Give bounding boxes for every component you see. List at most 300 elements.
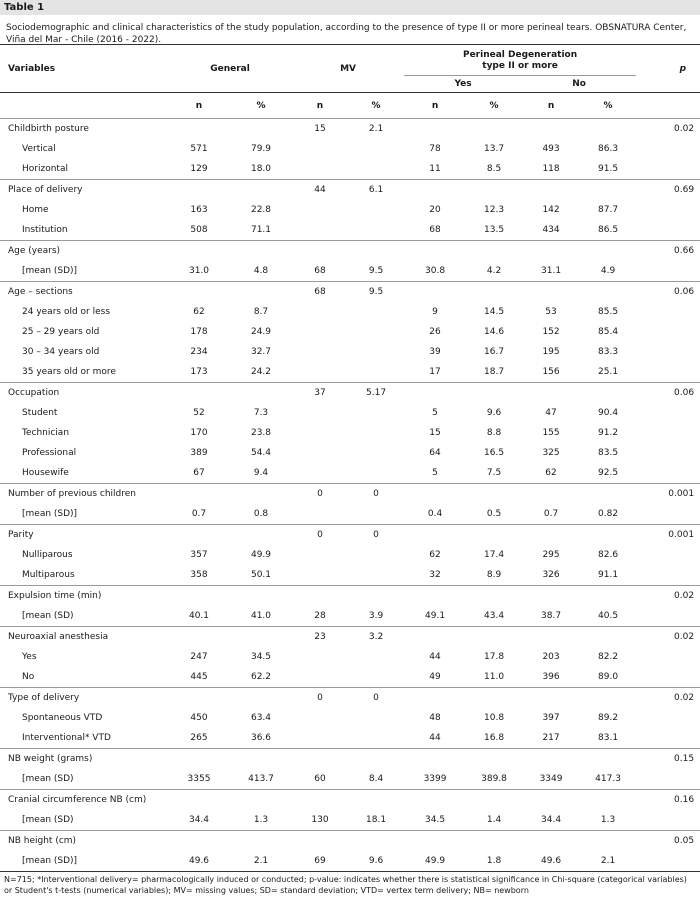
category-label: Spontaneous VTD	[22, 713, 103, 723]
variable-label: NB weight (grams)	[0, 749, 168, 770]
cell-gen-pct: 0.8	[253, 509, 269, 519]
cell-mv-n	[292, 139, 348, 159]
cell-no-n: 31.1	[541, 266, 562, 276]
cell-mv-n	[292, 565, 348, 586]
cell-mv-n	[292, 586, 348, 607]
cell-gen-n: 170	[190, 428, 208, 438]
cell-p-value	[636, 443, 700, 463]
cell-mv-pct	[348, 790, 404, 811]
category-label: Vertical	[22, 144, 56, 154]
cell-p-value: 0.02	[636, 586, 700, 607]
cell-gen-pct: 22.8	[250, 205, 272, 215]
table-row	[0, 403, 700, 423]
table-row	[0, 261, 700, 282]
cell-p-value	[636, 565, 700, 586]
cell-yes-pct: 12.3	[484, 205, 505, 215]
cell-no-n	[522, 749, 580, 770]
cell-gen-pct: 1.3	[253, 815, 269, 825]
cell-mv-pct: 0	[348, 484, 404, 505]
category-label: [mean (SD)	[22, 815, 74, 825]
cell-yes-pct: 1.8	[466, 851, 522, 872]
cell-gen-pct: 50.1	[250, 570, 272, 580]
cell-mv-pct: 18.1	[366, 815, 387, 825]
section-row	[0, 586, 700, 607]
cell-yes-n: 11	[429, 164, 441, 174]
cell-p-value	[636, 200, 700, 220]
cell-yes-pct: 8.5	[486, 164, 502, 174]
cell-gen-pct: 9.4	[253, 468, 269, 478]
cell-mv-n	[292, 403, 348, 423]
cell-gen-pct	[230, 180, 292, 201]
cell-gen-pct: 62.2	[250, 672, 272, 682]
cell-mv-pct	[348, 220, 404, 241]
cell-gen-pct: 54.4	[250, 448, 272, 458]
cell-yes-pct: 16.8	[484, 733, 505, 743]
cell-gen-pct	[230, 627, 292, 648]
section-row	[0, 749, 700, 770]
cell-mv-n	[292, 159, 348, 180]
cell-yes-n: 26	[429, 327, 441, 337]
cell-gen-n: 358	[190, 570, 208, 580]
cell-no-pct: 2.1	[580, 851, 636, 872]
category-label: 35 years old or more	[22, 367, 116, 377]
cell-yes-pct	[466, 282, 522, 303]
cell-yes-n	[404, 831, 466, 852]
cell-no-n	[522, 282, 580, 303]
cell-gen-n	[168, 688, 230, 709]
cell-mv-pct	[348, 342, 404, 362]
cell-gen-pct	[230, 525, 292, 546]
characteristics-table	[0, 44, 700, 872]
cell-yes-n: 62	[429, 550, 441, 560]
category-label: Professional	[22, 448, 77, 458]
cell-yes-pct	[466, 749, 522, 770]
category-label: Yes	[22, 652, 37, 662]
cell-mv-pct: 2.1	[348, 119, 404, 140]
table-label: Table 1	[0, 0, 700, 15]
cell-gen-pct: 41.0	[250, 611, 272, 621]
cell-gen-pct	[230, 119, 292, 140]
cell-yes-n: 5	[432, 468, 438, 478]
cell-mv-n	[292, 790, 348, 811]
cell-mv-n: 28	[314, 611, 326, 621]
table-row	[0, 159, 700, 180]
cell-yes-n	[404, 790, 466, 811]
cell-p-value	[636, 362, 700, 383]
cell-no-n: 118	[542, 164, 560, 174]
cell-no-n: 34.4	[541, 815, 562, 825]
cell-mv-pct	[348, 159, 404, 180]
cell-p-value	[636, 322, 700, 342]
cell-no-pct: 0.82	[598, 509, 619, 519]
cell-mv-pct	[348, 586, 404, 607]
cell-no-pct	[580, 688, 636, 709]
table-row	[0, 769, 700, 790]
cell-p-value	[636, 159, 700, 180]
cell-yes-pct	[466, 525, 522, 546]
cell-gen-pct	[230, 688, 292, 709]
header-gen-pct: %	[230, 93, 292, 119]
category-label: Nulliparous	[22, 550, 73, 560]
cell-p-value	[636, 667, 700, 688]
cell-yes-n	[404, 586, 466, 607]
cell-yes-n: 49.1	[425, 611, 446, 621]
cell-no-pct: 86.5	[598, 225, 619, 235]
category-label: Home	[22, 205, 49, 215]
section-row	[0, 627, 700, 648]
cell-no-pct	[580, 525, 636, 546]
cell-mv-pct	[348, 545, 404, 565]
cell-yes-n: 5	[432, 408, 438, 418]
cell-no-pct: 417.3	[595, 774, 621, 784]
cell-mv-pct	[348, 403, 404, 423]
cell-mv-n	[292, 667, 348, 688]
cell-mv-pct	[348, 667, 404, 688]
cell-yes-pct	[466, 627, 522, 648]
cell-gen-n: 40.1	[188, 611, 210, 621]
cell-yes-n	[404, 749, 466, 770]
cell-no-pct	[580, 241, 636, 262]
cell-gen-n: 247	[190, 652, 208, 662]
cell-gen-pct	[230, 749, 292, 770]
cell-no-n: 217	[542, 733, 560, 743]
cell-no-pct	[580, 119, 636, 140]
cell-no-n	[522, 484, 580, 505]
cell-no-pct	[580, 831, 636, 852]
cell-yes-n	[404, 525, 466, 546]
section-row	[0, 383, 700, 404]
table-row	[0, 139, 700, 159]
cell-gen-pct: 7.3	[253, 408, 269, 418]
cell-no-n	[522, 241, 580, 262]
variable-label: Age (years)	[0, 241, 168, 262]
cell-yes-pct	[466, 790, 522, 811]
cell-gen-pct	[230, 484, 292, 505]
cell-yes-pct: 11.0	[484, 672, 505, 682]
cell-p-value	[636, 708, 700, 728]
cell-no-pct	[580, 484, 636, 505]
cell-no-n: 47	[545, 408, 557, 418]
cell-mv-pct: 0	[348, 688, 404, 709]
cell-no-pct: 90.4	[598, 408, 619, 418]
cell-yes-pct: 389.8	[481, 774, 507, 784]
cell-gen-n: 445	[190, 672, 208, 682]
cell-yes-n: 49	[429, 672, 441, 682]
cell-no-n: 203	[542, 652, 560, 662]
cell-no-n: 195	[542, 347, 560, 357]
cell-gen-pct: 8.7	[253, 307, 269, 317]
cell-yes-n	[404, 484, 466, 505]
section-row	[0, 241, 700, 262]
cell-no-pct: 1.3	[600, 815, 616, 825]
header-mv: MV	[292, 45, 404, 93]
cell-yes-pct: 18.7	[484, 367, 505, 377]
cell-mv-pct: 5.17	[348, 383, 404, 404]
cell-no-pct: 40.5	[598, 611, 619, 621]
cell-gen-n	[168, 790, 230, 811]
cell-gen-n: 265	[190, 733, 208, 743]
cell-p-value	[636, 769, 700, 790]
cell-no-n: 493	[542, 144, 560, 154]
category-label: Technician	[22, 428, 70, 438]
cell-mv-n: 0	[292, 525, 348, 546]
cell-mv-pct	[348, 831, 404, 852]
cell-p-value	[636, 261, 700, 282]
cell-gen-pct: 49.9	[250, 550, 272, 560]
cell-p-value	[636, 545, 700, 565]
variable-label: Parity	[0, 525, 168, 546]
cell-yes-n: 0.4	[427, 509, 443, 519]
variable-label: Place of delivery	[0, 180, 168, 201]
cell-mv-pct	[348, 302, 404, 322]
table-footnote: N=715; *Interventional delivery= pharmacologically induced or conducted; p-value: indicates whether there is statistical significance in Chi-square (categorical variables) or Student's t-tests (numerical variables); MV= missing values; SD= standard deviation; VTD= vertex term delivery; NB= newborn	[4, 875, 687, 895]
table-row	[0, 647, 700, 667]
header-no-n: n	[522, 93, 580, 119]
table-row	[0, 443, 700, 463]
cell-mv-n: 130	[311, 815, 329, 825]
cell-mv-n	[292, 463, 348, 484]
cell-p-value	[636, 504, 700, 525]
cell-no-pct: 85.4	[598, 327, 619, 337]
cell-yes-pct: 8.8	[486, 428, 502, 438]
cell-no-pct: 89.0	[598, 672, 619, 682]
cell-no-n: 156	[542, 367, 560, 377]
category-label: Student	[22, 408, 58, 418]
cell-no-n	[522, 790, 580, 811]
cell-yes-pct: 43.4	[484, 611, 505, 621]
cell-gen-n: 34.4	[188, 815, 210, 825]
cell-no-pct: 83.3	[598, 347, 619, 357]
cell-p-value	[636, 342, 700, 362]
cell-mv-n	[292, 728, 348, 749]
variable-label: Cranial circumference NB (cm)	[0, 790, 168, 811]
cell-yes-pct: 14.6	[484, 327, 505, 337]
table-row	[0, 810, 700, 831]
cell-yes-n	[404, 383, 466, 404]
cell-p-value	[636, 220, 700, 241]
cell-gen-n: 508	[190, 225, 208, 235]
table-row	[0, 362, 700, 383]
cell-mv-pct: 8.4	[368, 774, 384, 784]
cell-yes-pct	[466, 586, 522, 607]
cell-mv-pct: 9.5	[368, 266, 384, 276]
cell-gen-n: 234	[190, 347, 208, 357]
category-label: [mean (SD)	[22, 611, 74, 621]
cell-mv-pct	[348, 565, 404, 586]
cell-gen-n: 357	[190, 550, 208, 560]
cell-gen-n: 389	[190, 448, 208, 458]
cell-p-value	[636, 810, 700, 831]
cell-p-value: 0.05	[636, 831, 700, 852]
cell-no-n: 49.6	[522, 851, 580, 872]
cell-gen-pct: 32.7	[250, 347, 272, 357]
cell-yes-pct	[466, 484, 522, 505]
header-general: General	[168, 45, 292, 93]
cell-yes-pct	[466, 688, 522, 709]
header-p: p	[636, 45, 700, 93]
cell-mv-n	[292, 241, 348, 262]
cell-p-value	[636, 139, 700, 159]
cell-mv-n	[292, 708, 348, 728]
cell-yes-pct: 17.4	[484, 550, 505, 560]
cell-no-n: 53	[545, 307, 557, 317]
table-row	[0, 302, 700, 322]
section-row	[0, 180, 700, 201]
cell-no-n	[522, 627, 580, 648]
category-label: No	[22, 672, 35, 682]
table-row	[0, 728, 700, 749]
cell-no-n	[522, 525, 580, 546]
cell-gen-n	[168, 119, 230, 140]
cell-yes-pct: 7.5	[486, 468, 502, 478]
cell-no-pct: 91.2	[598, 428, 619, 438]
header-row-units	[0, 93, 700, 119]
cell-mv-n: 0	[292, 688, 348, 709]
table-caption: Sociodemographic and clinical characteristics of the study population, according to the presence of type II or more perineal tears. OBSNATURA Center, Viña del Mar - Chile (2016 - 2022).	[6, 23, 687, 45]
cell-no-n: 397	[542, 713, 560, 723]
cell-yes-n: 44	[429, 733, 441, 743]
variable-label: Type of delivery	[0, 688, 168, 709]
cell-yes-pct	[466, 241, 522, 262]
cell-p-value: 0.001	[636, 484, 700, 505]
section-row	[0, 119, 700, 140]
table-row	[0, 667, 700, 688]
cell-gen-n	[168, 282, 230, 303]
cell-gen-pct: 18.0	[250, 164, 272, 174]
cell-gen-n: 31.0	[188, 266, 210, 276]
header-mv-n: n	[292, 93, 348, 119]
header-row-top	[0, 45, 700, 76]
cell-yes-n	[404, 688, 466, 709]
table-row	[0, 545, 700, 565]
cell-mv-pct	[348, 139, 404, 159]
table-row	[0, 708, 700, 728]
cell-yes-pct: 9.6	[486, 408, 502, 418]
cell-gen-n: 0.7	[191, 509, 207, 519]
category-label: Multiparous	[22, 570, 75, 580]
cell-no-n: 326	[542, 570, 560, 580]
cell-mv-pct	[348, 322, 404, 342]
cell-gen-n: 62	[193, 307, 205, 317]
cell-mv-pct: 0	[348, 525, 404, 546]
cell-gen-n	[168, 383, 230, 404]
cell-gen-pct	[230, 383, 292, 404]
cell-mv-n: 44	[292, 180, 348, 201]
cell-mv-pct: 9.6	[348, 851, 404, 872]
table-row	[0, 200, 700, 220]
category-label: Institution	[22, 225, 68, 235]
cell-no-n	[522, 586, 580, 607]
cell-mv-n	[292, 200, 348, 220]
cell-no-n: 3349	[539, 774, 563, 784]
cell-mv-pct: 9.5	[348, 282, 404, 303]
table-row	[0, 423, 700, 443]
cell-yes-pct: 10.8	[484, 713, 505, 723]
cell-mv-n: 15	[292, 119, 348, 140]
cell-gen-pct	[230, 790, 292, 811]
cell-yes-n: 44	[429, 652, 441, 662]
cell-no-pct	[580, 749, 636, 770]
cell-gen-pct: 79.9	[250, 144, 272, 154]
cell-no-n	[522, 688, 580, 709]
cell-yes-n: 30.8	[425, 266, 446, 276]
cell-no-n	[522, 119, 580, 140]
category-label: Interventional* VTD	[22, 733, 111, 743]
header-gen-n: n	[168, 93, 230, 119]
cell-gen-pct	[230, 241, 292, 262]
header-mv-pct: %	[348, 93, 404, 119]
cell-yes-n: 34.5	[425, 815, 446, 825]
cell-gen-n: 49.6	[168, 851, 230, 872]
header-yes-pct: %	[466, 93, 522, 119]
cell-mv-n	[292, 831, 348, 852]
category-label: Horizontal	[22, 164, 68, 174]
cell-yes-n: 9	[432, 307, 438, 317]
cell-no-n: 62	[545, 468, 557, 478]
cell-p-value: 0.16	[636, 790, 700, 811]
cell-gen-pct: 2.1	[230, 851, 292, 872]
cell-mv-n: 37	[292, 383, 348, 404]
cell-no-pct: 85.5	[598, 307, 619, 317]
header-no: No	[522, 76, 636, 93]
variable-label: Expulsion time (min)	[0, 586, 168, 607]
cell-mv-n	[292, 504, 348, 525]
cell-mv-pct: 6.1	[348, 180, 404, 201]
cell-no-n: 38.7	[541, 611, 562, 621]
category-label: 24 years old or less	[22, 307, 111, 317]
cell-yes-pct	[466, 383, 522, 404]
cell-yes-n: 20	[429, 205, 441, 215]
cell-p-value: 0.06	[636, 282, 700, 303]
cell-gen-n	[168, 586, 230, 607]
cell-mv-pct	[348, 200, 404, 220]
cell-yes-pct: 13.5	[484, 225, 505, 235]
cell-yes-pct: 8.9	[486, 570, 502, 580]
cell-p-value: 0.06	[636, 383, 700, 404]
cell-yes-pct: 16.7	[484, 347, 505, 357]
cell-gen-n	[168, 525, 230, 546]
cell-mv-n	[292, 362, 348, 383]
cell-yes-pct: 16.5	[484, 448, 505, 458]
cell-no-pct	[580, 627, 636, 648]
cell-p-value	[636, 606, 700, 627]
cell-yes-pct: 1.4	[486, 815, 502, 825]
cell-no-n: 0.7	[543, 509, 559, 519]
cell-gen-pct: 23.8	[250, 428, 272, 438]
cell-yes-n: 39	[429, 347, 441, 357]
cell-no-n: 155	[542, 428, 560, 438]
cell-mv-pct	[348, 728, 404, 749]
cell-no-pct: 86.3	[598, 144, 619, 154]
header-yes-n: n	[404, 93, 466, 119]
section-row	[0, 790, 700, 811]
cell-p-value	[636, 647, 700, 667]
cell-gen-n: 178	[190, 327, 208, 337]
cell-no-pct	[580, 586, 636, 607]
cell-mv-pct	[348, 504, 404, 525]
category-label: 25 – 29 years old	[22, 327, 100, 337]
cell-yes-pct	[466, 831, 522, 852]
category-label: [mean (SD)	[22, 774, 74, 784]
table-row	[0, 220, 700, 241]
cell-gen-pct: 4.8	[253, 266, 269, 276]
cell-yes-n: 78	[429, 144, 441, 154]
cell-gen-pct: 413.7	[248, 774, 274, 784]
table-row	[0, 851, 700, 872]
variable-label: Age – sections	[0, 282, 168, 303]
cell-mv-n: 23	[292, 627, 348, 648]
cell-mv-pct	[348, 362, 404, 383]
